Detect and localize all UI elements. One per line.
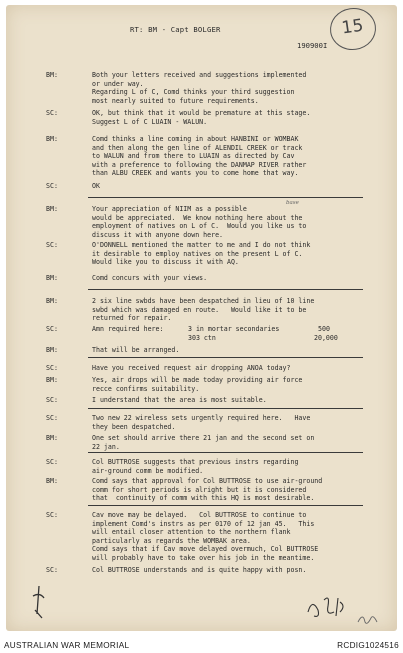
archive-footer	[0, 631, 403, 653]
page-number: 15	[340, 15, 365, 39]
entry-text: Comd concurs with your views.	[92, 274, 208, 282]
entry-speaker: SC:	[46, 325, 58, 333]
section-divider	[88, 357, 363, 358]
entry-text: 2 six line swbds have been despatched in lieu of 10 line swbd which was damaged en route. Would like it to be returned for repair.	[92, 297, 315, 323]
date-time-group: 190900I	[297, 41, 328, 50]
entry-speaker: SC:	[46, 458, 58, 466]
entry-text: Both your letters received and suggestions implemented or under way. Regarding L of C, Comd thinks your third suggestion most nearly suited to future requirements.	[92, 71, 307, 105]
entry-text: Have you received request air dropping ANOA today?	[92, 364, 291, 372]
entry-speaker: SC:	[46, 414, 58, 422]
handwritten-insert: base	[286, 200, 299, 206]
entry-text: Your appreciation of NIIM as a possible would be appreciated. We know nothing here about the employment of natives on L of C. Would you like us to discuss it with anyone down here.	[92, 205, 307, 239]
entry-speaker: BM:	[46, 135, 58, 143]
entry-text: Col BUTTROSE understands and is quite happy with posn.	[92, 566, 307, 574]
archive-reference: RCDIG1024516	[337, 641, 399, 650]
entry-text: Col BUTTROSE suggests that previous instrs regarding air-ground comm be modified.	[92, 458, 299, 475]
initials-signature	[304, 592, 350, 622]
entry-speaker: SC:	[46, 109, 58, 117]
archive-name: AUSTRALIAN WAR MEMORIAL	[4, 641, 130, 650]
entry-text: OK, but think that it would be premature at this stage. Suggest L of C LUAIN - WALUN.	[92, 109, 311, 126]
entry-speaker: BM:	[46, 71, 58, 79]
entry-text: Comd says that approval for Col BUTTROSE to use air-ground comm for short periods is alright but it is considered that continuity of comm with this HQ is most desirable.	[92, 477, 323, 503]
entry-speaker: BM:	[46, 477, 58, 485]
ammo-qty: 500	[318, 325, 330, 333]
entry-text: OK	[92, 182, 100, 190]
entry-speaker: SC:	[46, 364, 58, 372]
entry-text: O'DONNELL mentioned the matter to me and I do not think it desirable to employ natives on the present L of C. Would like you to discuss it with AQ.	[92, 241, 311, 267]
entry-speaker: SC:	[46, 396, 58, 404]
ammo-item: 303 ctn	[188, 333, 216, 342]
entry-speaker: SC:	[46, 182, 58, 190]
entry-text: Two new 22 wireless sets urgently required here. Have they been despatched.	[92, 414, 311, 431]
section-divider	[88, 505, 363, 506]
entry-speaker: SC:	[46, 566, 58, 574]
entry-text: Amn required here:	[92, 325, 164, 333]
entry-speaker: BM:	[46, 274, 58, 282]
entry-speaker: BM:	[46, 205, 58, 213]
entry-text: That will be arranged.	[92, 346, 180, 354]
entry-speaker: BM:	[46, 434, 58, 442]
entry-speaker: BM:	[46, 297, 58, 305]
entry-text: One set should arrive there 21 jan and the second set on 22 jan.	[92, 434, 315, 451]
entry-speaker: SC:	[46, 241, 58, 249]
entry-text: Comd thinks a line coming in about HANBINI or WOMBAK and then along the gen line of ALENDIL CREEK or track to WALUN and from there to LUAIN as directed by Cav with a preference to following the DANMAP RIVER rather than ALBU CREEK and wants you to come home that way.	[92, 135, 307, 178]
section-divider	[88, 452, 363, 453]
initials-signature	[355, 610, 381, 628]
entry-speaker: BM:	[46, 376, 58, 384]
section-divider	[88, 197, 363, 198]
entry-text: Cav move may be delayed. Col BUTTROSE to continue to implement Comd's instrs as per 0170 of 12 jan 45. This will entail closer attention to the northern flank particularly as regards the WOMBAK area. Comd says that if Cav move delayed overmuch, Col BUTTROSE will probably have to take over his job in the meantime.	[92, 511, 319, 562]
entry-speaker: BM:	[46, 346, 58, 354]
section-divider	[88, 408, 363, 409]
handwritten-mark	[28, 584, 50, 620]
ammo-qty: 20,000	[314, 333, 338, 342]
entry-text: Yes, air drops will be made today providing air force recce confirms suitability.	[92, 376, 303, 393]
entry-text: I understand that the area is most suitable.	[92, 396, 267, 404]
section-divider	[88, 289, 363, 290]
ammo-item: 3 in mortar secondaries	[188, 325, 280, 333]
entry-speaker: SC:	[46, 511, 58, 519]
document-title: RT: BM - Capt BOLGER	[130, 25, 221, 34]
